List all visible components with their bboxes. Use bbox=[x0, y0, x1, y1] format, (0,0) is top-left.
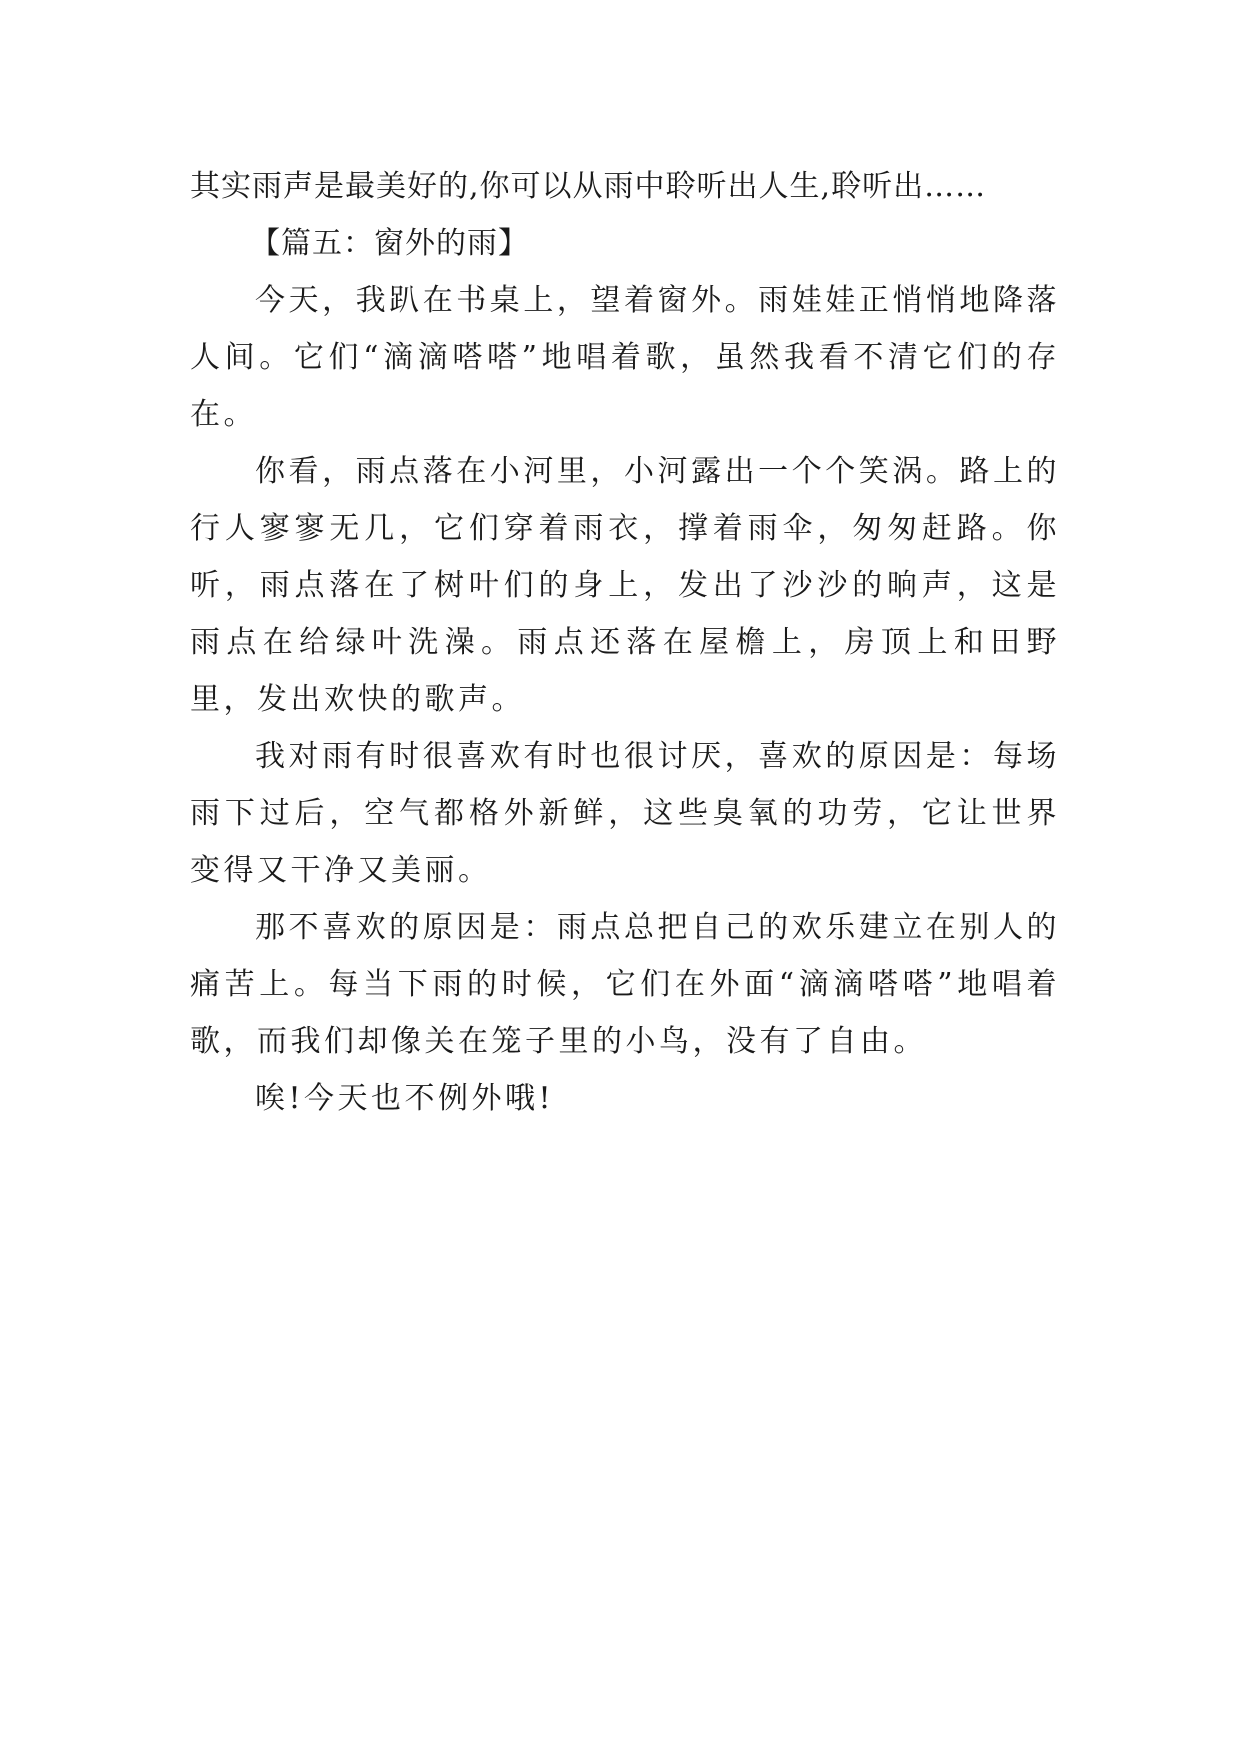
section-heading: 【篇五：窗外的雨】 bbox=[250, 226, 529, 261]
document-body bbox=[190, 158, 1060, 1127]
paragraph-continuation: 其实雨声是最美好的,你可以从雨中聆听出人生,聆听出…… bbox=[190, 169, 987, 204]
paragraph: 今天，我趴在书桌上，望着窗外。雨娃娃正悄悄地降落人间。它们“滴滴嗒嗒”地唱着歌，虽然我看不清它们的存在。 bbox=[190, 283, 1060, 432]
paragraph: 那不喜欢的原因是：雨点总把自己的欢乐建立在别人的痛苦上。每当下雨的时候，它们在外面“滴滴嗒嗒”地唱着歌，而我们却像关在笼子里的小鸟，没有了自由。 bbox=[190, 910, 1060, 1059]
paragraph: 我对雨有时很喜欢有时也很讨厌，喜欢的原因是：每场雨下过后，空气都格外新鲜，这些臭氧的功劳，它让世界变得又干净又美丽。 bbox=[190, 739, 1060, 888]
paragraph: 唉!今天也不例外哦! bbox=[255, 1081, 555, 1116]
paragraph: 你看，雨点落在小河里，小河露出一个个笑涡。路上的行人寥寥无几，它们穿着雨衣，撑着雨伞，匆匆赶路。你听，雨点落在了树叶们的身上，发出了沙沙的晌声，这是雨点在给绿叶洗澡。雨点还落在屋檐上，房顶上和田野里，发出欢快的歌声。 bbox=[190, 454, 1060, 717]
